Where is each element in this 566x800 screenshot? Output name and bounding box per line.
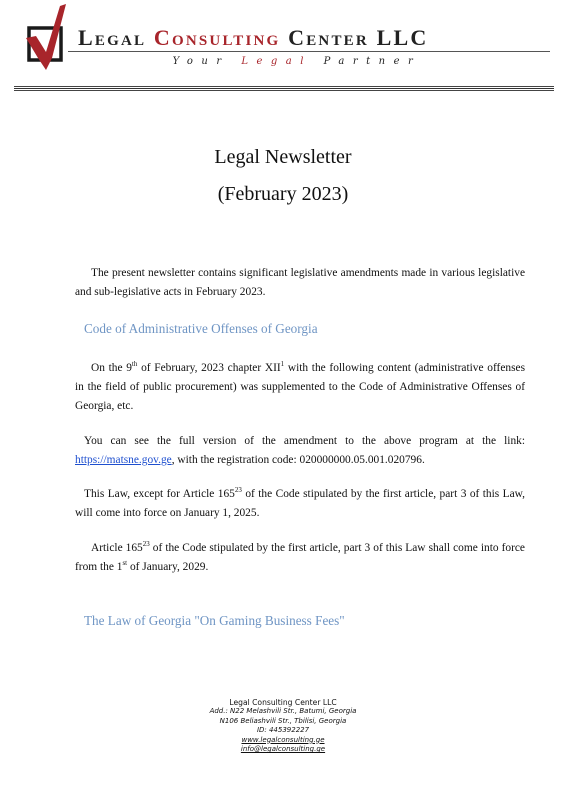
paragraph-link: You can see the full version of the amendment to the above program at the link: https://matsne.gov.ge, with the registration code: 020000000.05.001.020796.: [75, 435, 525, 466]
company-tagline: Your Legal Partner: [172, 56, 422, 67]
section-heading-gaming-fees: The Law of Georgia "On Gaming Business Fees": [84, 613, 345, 628]
matsne-link[interactable]: https://matsne.gov.ge: [75, 454, 172, 466]
document-subtitle: (February 2023): [217, 183, 349, 205]
footer-company: Legal Consulting Center LLC: [229, 698, 337, 707]
footer-id: ID: 445392227: [256, 726, 310, 735]
paragraph-article-165: Article $165^{23}$ of the Code stipulated by the first article, part 3 of this Law shall come into force from the 1st of January, 2029.: [75, 540, 525, 573]
company-name: Legal Consulting Center LLC: [78, 25, 429, 50]
page-footer: [0, 698, 566, 754]
footer-website-link[interactable]: www.legalconsulting.ge: [241, 735, 325, 744]
footer-email-link[interactable]: info@legalconsulting.ge: [240, 745, 326, 754]
footer-address-batumi: Add.: N22 Melashvili Str., Batumi, Georgia: [209, 707, 357, 716]
paragraph-amendment: On the 9th of February, 2023 chapter XII$^1$ with the following content (administrative offenses in the field of public procurement) was supplemented to the Code of Administrative Offenses of Georgia, etc.: [75, 360, 525, 412]
intro-paragraph: The present newsletter contains significant legislative amendments made in various legislative and sub-legislative acts in February 2023.: [75, 267, 525, 298]
letterhead: [0, 0, 566, 100]
footer-address-tbilisi: N106 Beliashvili Str., Tbilisi, Georgia: [219, 716, 347, 725]
section-heading-administrative-offenses: Code of Administrative Offenses of Georgia: [84, 321, 318, 336]
document-title: Legal Newsletter: [214, 146, 352, 168]
header-divider-thick: [14, 86, 554, 91]
header-divider-thin: [68, 51, 550, 52]
paragraph-effective-date: This Law, except for Article $165^{23}$ of the Code stipulated by the first article, part 3 of this Law, will come into force on January 1, 2025.: [75, 486, 525, 519]
